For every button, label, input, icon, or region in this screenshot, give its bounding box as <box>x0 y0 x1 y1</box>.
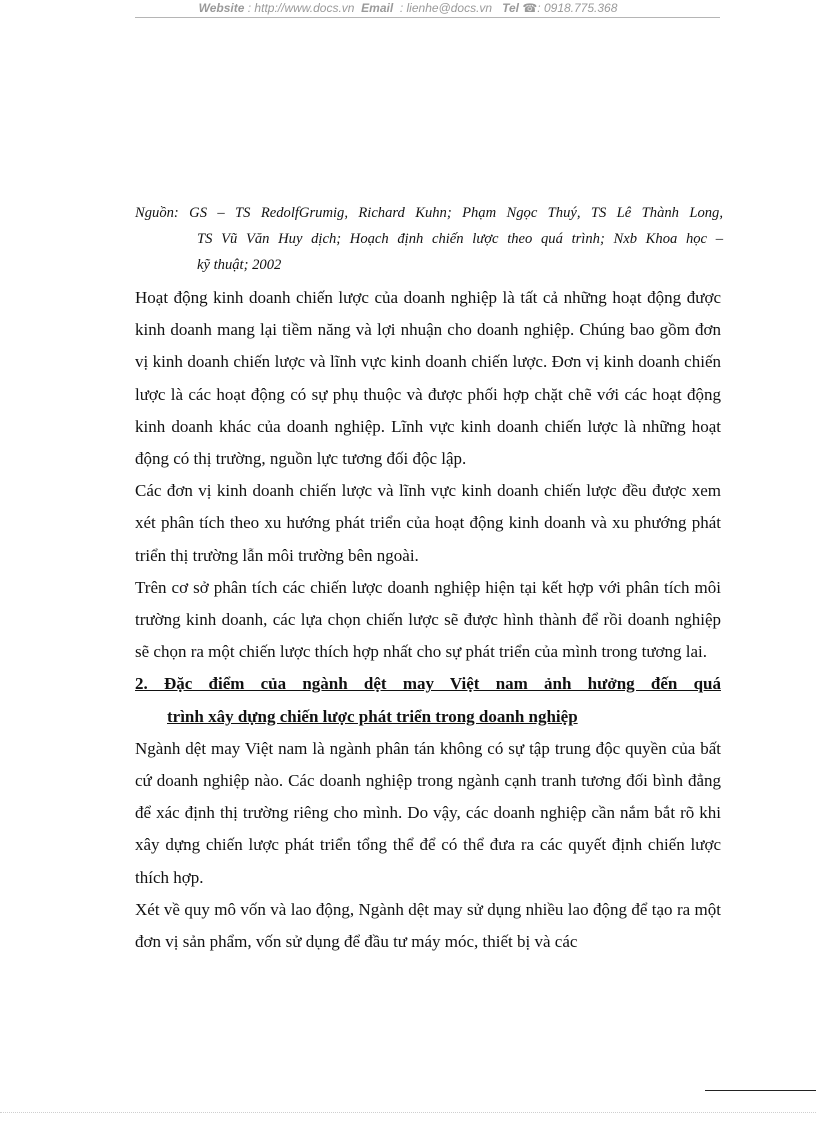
document-body <box>135 282 721 958</box>
source-line-1: Nguồn: GS – TS RedolfGrumig, Richard Kuhn; Phạm Ngọc Thuý, TS Lê Thành Long, <box>135 205 723 221</box>
footnote-separator <box>705 1090 816 1091</box>
website-url[interactable]: : http://www.docs.vn <box>247 1 355 15</box>
website-label: Website <box>198 1 245 15</box>
section-heading-line-1: 2. Đặc điểm của ngành dệt may Việt nam ảnh hưởng đến quá <box>135 674 721 694</box>
source-citation <box>135 200 723 278</box>
paragraph-1: Hoạt động kinh doanh chiến lược của doanh nghiệp là tất cả những hoạt động được kinh doanh mang lại tiềm năng và lợi nhuận cho doanh nghiệp. Chúng bao gồm đơn vị kinh doanh chiến lược và lĩnh vực kinh doanh chiến lược. Đơn vị kinh doanh chiến lược là các hoạt động có sự phụ thuộc và được phối hợp chặt chẽ với các hoạt động kinh doanh khác của doanh nghiệp. Lĩnh vực kinh doanh chiến lược là những hoạt động có thị trường, nguồn lực tương đối độc lập. <box>135 288 721 469</box>
paragraph-4: Ngành dệt may Việt nam là ngành phân tán không có sự tập trung độc quyền của bất cứ doanh nghiệp nào. Các doanh nghiệp trong ngành cạnh tranh tương đối bình đẳng để xác định thị trường riêng cho mình. Do vậy, các doanh nghiệp cần nắm bắt rõ khi xây dựng chiến lược phát triển tổng thể để có thể đưa ra các quyết định chiến lược thích hợp. <box>135 738 721 887</box>
header-divider <box>135 17 720 18</box>
page-bottom-border <box>0 1112 816 1113</box>
paragraph-3: Trên cơ sở phân tích các chiến lược doanh nghiệp hiện tại kết hợp với phân tích môi trường kinh doanh, các lựa chọn chiến lược sẽ được hình thành để rồi doanh nghiệp sẽ chọn ra một chiến lược thích hợp nhất cho sự phát triển của mình trong tương lai. <box>135 577 721 662</box>
section-heading-line-2: trình xây dựng chiến lược phát triển trong doanh nghiệp <box>167 706 578 726</box>
paragraph-5: Xét về quy mô vốn và lao động, Ngành dệt may sử dụng nhiều lao động để tạo ra một đơn vị sản phẩm, vốn sử dụng để đầu tư máy móc, thiết bị và các <box>135 899 721 952</box>
email-value[interactable]: : lienhe@docs.vn <box>399 1 493 15</box>
phone-icon: ☎ <box>522 1 538 15</box>
section-heading <box>135 668 721 732</box>
source-line-2: TS Vũ Văn Huy dịch; Hoạch định chiến lược theo quá trình; Nxb Khoa học – <box>197 231 723 247</box>
email-label: Email <box>361 1 394 15</box>
tel-value: : 0918.775.368 <box>537 1 618 15</box>
source-line-3: kỹ thuật; 2002 <box>197 257 282 273</box>
page-header <box>0 0 816 16</box>
paragraph-2: Các đơn vị kinh doanh chiến lược và lĩnh vực kinh doanh chiến lược đều được xem xét phân tích theo xu hướng phát triển của hoạt động kinh doanh và xu phướng phát triển thị trường lẫn môi trường bên ngoài. <box>135 481 721 565</box>
tel-label: Tel <box>502 1 519 15</box>
